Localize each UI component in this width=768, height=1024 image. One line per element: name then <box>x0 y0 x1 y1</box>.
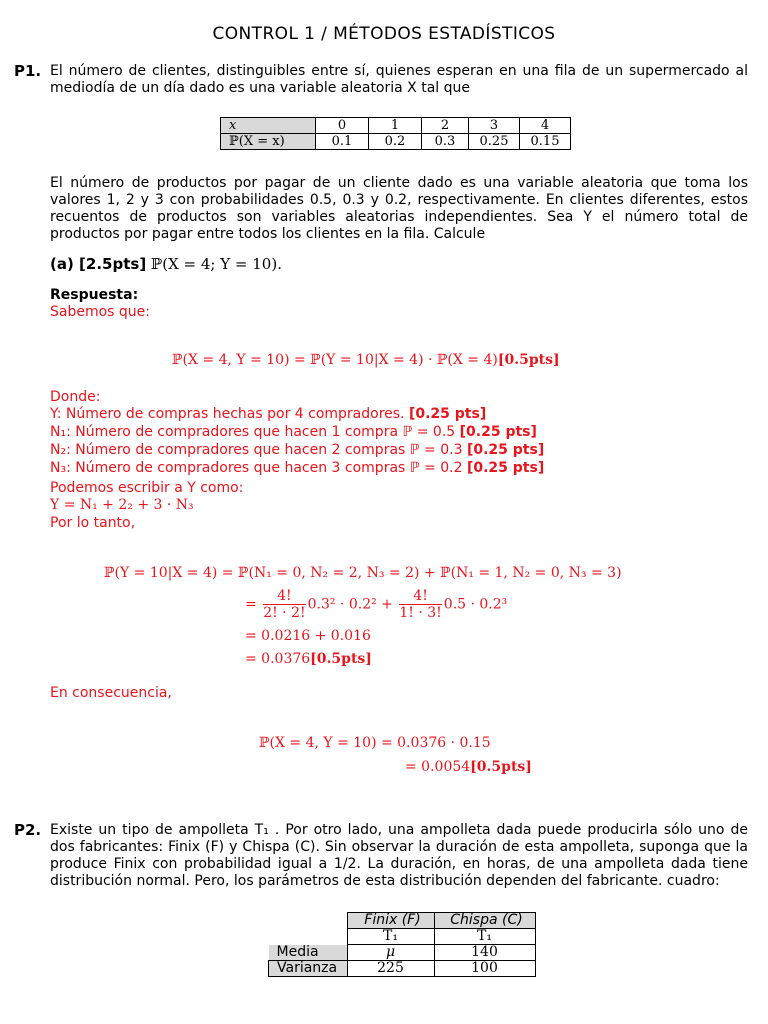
distribution-row-x <box>221 118 571 134</box>
equals-sign: = <box>245 596 257 613</box>
varianza-chispa: 100 <box>434 961 535 977</box>
p-value: 0.1 <box>316 134 369 150</box>
media-finix: μ <box>347 945 434 961</box>
fraction-2-denominator: 1! · 3! <box>399 605 442 621</box>
definition-n3 <box>50 460 544 477</box>
problem-2-intro: Existe un tipo de ampolleta T₁ . Por otro lado, una ampolleta dada puede producirla sólo uno de dos fabricantes: Finix (F) y Chispa (C). Sin observar la duración de esta ampolleta, suponga que la produce Finix con probabilidad igual a 1/2. La duración, en horas, de una ampolleta dada tiene distribución normal. Pero, los parámetros de esta distribución dependen del fabricante. cuadro: <box>50 822 748 889</box>
row-label-media: Media <box>269 945 348 961</box>
equation-3-line-2 <box>405 759 532 775</box>
fraction-1-denominator: 2! · 2! <box>263 605 306 621</box>
equation-2-line-4-body: = 0.0376 <box>245 651 311 667</box>
fraction-2-numerator: 4! <box>399 588 441 605</box>
equation-2-line-4 <box>245 651 372 667</box>
equation-1-body: ℙ(X = 4, Y = 10) = ℙ(Y = 10|X = 4) · ℙ(X = 4) <box>172 352 498 368</box>
equation-3-line-1: ℙ(X = 4, Y = 10) = 0.0376 · 0.15 <box>259 735 491 751</box>
definition-n2-text: N₂: Número de compradores que hacen 2 compras ℙ = 0.3 <box>50 442 463 458</box>
por-lo-tanto-text: Por lo tanto, <box>50 515 136 531</box>
part-a-label: (a) [2.5pts] <box>50 255 147 273</box>
row-label-p: ℙ(X = x) <box>221 134 316 150</box>
chispa-type: T₁ <box>434 929 535 945</box>
p-value: 0.15 <box>520 134 571 150</box>
varianza-finix: 225 <box>347 961 434 977</box>
problem-1-paragraph-2: El número de productos por pagar de un cliente dado es una variable aleatoria que toma los valores 1, 2 y 3 con probabilidades 0.5, 0.3 y 0.2, respectivamente. En clientes diferentes, estos recuentos de productos son variables aleatorias independientes. Sea Y el número total de productos por pagar entre todos los clientes en la fila. Calcule <box>50 175 748 242</box>
definition-y <box>50 406 486 423</box>
x-value: 0 <box>316 118 369 134</box>
problem-1-intro: El número de clientes, distinguibles entre sí, quienes esperan en una fila de un supermercado al mediodía de un día dado es una variable aleatoria X tal que <box>50 63 748 96</box>
answer-label: Respuesta: <box>50 287 139 303</box>
equation-1-points: [0.5pts] <box>497 352 560 368</box>
definition-n1-points: [0.25 pts] <box>459 424 537 440</box>
media-chispa: 140 <box>434 945 535 961</box>
definition-y-text: Y: Número de compras hechas por 4 compradores. <box>50 406 405 422</box>
y-formula: Y = N₁ + 2₂ + 3 · N₃ <box>50 497 194 513</box>
p-value: 0.25 <box>469 134 520 150</box>
x-value: 1 <box>369 118 422 134</box>
problem-2-label: P2. <box>14 821 42 839</box>
varianza-row <box>269 961 536 977</box>
distribution-row-p <box>221 134 571 150</box>
equation-2-line-2 <box>245 588 507 621</box>
empty-cell <box>269 913 348 929</box>
equation-3-points: [0.5pts] <box>470 759 532 775</box>
manufacturer-table <box>268 912 536 977</box>
row-label-varianza: Varianza <box>269 961 348 977</box>
equation-2-line-3: = 0.0216 + 0.016 <box>245 628 371 644</box>
x-value: 2 <box>422 118 469 134</box>
fraction-2-rest: 0.5 · 0.2³ <box>443 596 508 613</box>
definition-n1-text: N₁: Número de compradores que hacen 1 compra ℙ = 0.5 <box>50 424 456 440</box>
finix-type: T₁ <box>347 929 434 945</box>
equation-3-line-2-body: = 0.0054 <box>405 759 471 775</box>
distribution-table <box>220 117 571 150</box>
fraction-1 <box>263 588 305 621</box>
page-title: CONTROL 1 / MÉTODOS ESTADÍSTICOS <box>212 24 556 44</box>
definition-n3-points: [0.25 pts] <box>466 460 545 476</box>
definition-n2 <box>50 442 544 459</box>
part-a <box>50 256 282 273</box>
definition-y-points: [0.25 pts] <box>408 406 487 422</box>
part-a-expression: ℙ(X = 4; Y = 10). <box>150 255 282 273</box>
equation-2-points: [0.5pts] <box>310 651 372 667</box>
media-row <box>269 945 536 961</box>
problem-1-label: P1. <box>14 62 42 80</box>
definition-n3-text: N₃: Número de compradores que hacen 3 compras ℙ = 0.2 <box>50 460 463 476</box>
equation-1 <box>172 352 560 368</box>
column-chispa: Chispa (C) <box>434 913 535 929</box>
p-value: 0.3 <box>422 134 469 150</box>
podemos-text: Podemos escribir a Y como: <box>50 480 244 496</box>
row-label-x: x <box>221 118 316 134</box>
manufacturer-sub-row <box>269 929 536 945</box>
column-finix: Finix (F) <box>347 913 434 929</box>
manufacturer-header-row <box>269 913 536 929</box>
donde-text: Donde: <box>50 389 101 405</box>
x-value: 3 <box>469 118 520 134</box>
definition-n2-points: [0.25 pts] <box>466 442 545 458</box>
definition-n1 <box>50 424 537 441</box>
p-value: 0.2 <box>369 134 422 150</box>
fraction-1-numerator: 4! <box>263 588 305 605</box>
sabemos-text: Sabemos que: <box>50 304 151 320</box>
en-consecuencia-text: En consecuencia, <box>50 685 172 701</box>
x-value: 4 <box>520 118 571 134</box>
equation-2-line-1: ℙ(Y = 10|X = 4) = ℙ(N₁ = 0, N₂ = 2, N₃ = 2) + ℙ(N₁ = 1, N₂ = 0, N₃ = 3) <box>104 565 622 581</box>
empty-cell <box>269 929 348 945</box>
fraction-1-rest: 0.3² · 0.2² + <box>307 596 393 613</box>
fraction-2 <box>399 588 441 621</box>
